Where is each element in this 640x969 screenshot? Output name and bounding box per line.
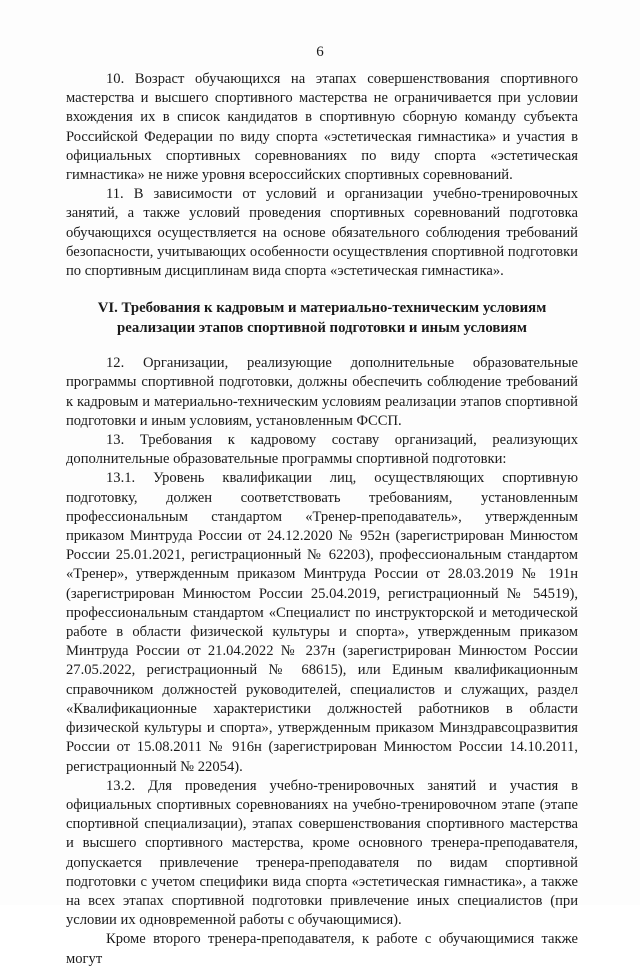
paragraph-continuation: Кроме второго тренера-преподавателя, к работе с обучающимися также могут [66, 931, 578, 967]
paragraph-12: 12. Организации, реализующие дополнительные образовательные программы спортивной подготовки, должны обеспечить соблюдение требований к кадровым и материально-техническим условиям реализации этапов спортивной подготовки и иным условиям, установленным ФССП. [66, 355, 578, 429]
section-heading-line-2: реализации этапов спортивной подготовки и иным условиям [117, 320, 527, 337]
paragraph-13-2: 13.2. Для проведения учебно-тренировочных занятий и участия в официальных спортивных соревнованиях на учебно-тренировочном этапе (этапе спортивной специализации), этапах совершенствования спортивного мастерства и высшего спортивного мастерства, кроме основного тренера-преподавателя, допускается привлечение тренера-преподавателя по видам спортивной подготовки с учетом специфики вида спорта «эстетическая гимнастика», а также на всех этапах спортивной подготовки привлечение иных специалистов (при условии их одновременной работы с обучающимися). [66, 777, 578, 929]
paragraph-10: 10. Возраст обучающихся на этапах совершенствования спортивного мастерства и высшего спортивного мастерства не ограничивается при условии вхождения их в список кандидатов в спортивную сборную команду субъекта Российской Федерации по виду спорта «эстетическая гимнастика» и участия в официальных спортивных соревнованиях по виду спорта «эстетическая гимнастика» не ниже уровня всероссийских спортивных соревнований. [66, 71, 578, 184]
section-heading [66, 298, 578, 338]
document-body [66, 70, 578, 969]
paragraph-13-1: 13.1. Уровень квалификации лиц, осуществляющих спортивную подготовку, должен соответствовать требованиям, установленным профессиональным стандартом «Тренер-преподаватель», утвержденным приказом Минтруда России от 24.12.2020 № 952н (зарегистрирован Минюстом России 25.01.2021, регистрационный № 62203), профессиональным стандартом «Тренер», утвержденным приказом Минтруда России от 28.03.2019 № 191н (зарегистрирован Минюстом России 25.04.2019, регистрационный № 54519), профессиональным стандартом «Специалист по инструкторской и методической работе в области физической культуры и спорта», утвержденным приказом Минтруда России от 21.04.2022 № 237н (зарегистрирован Минюстом России 27.05.2022, регистрационный № 68615), или Единым квалификационным справочником должностей руководителей, специалистов и служащих, раздел «Квалификационные характеристики должностей работников в области физической культуры и спорта», утвержденным приказом Минздравсоцразвития России от 15.08.2011 № 916н (зарегистрирован Минюстом России 14.10.2011, регистрационный № 22054). [66, 470, 578, 775]
paragraph-11: 11. В зависимости от условий и организации учебно-тренировочных занятий, а также условий проведения спортивных соревнований подготовка обучающихся осуществляется на основе обязательного соблюдения требований безопасности, учитывающих особенности осуществления спортивной подготовки по спортивным дисциплинам вида спорта «эстетическая гимнастика». [66, 186, 578, 280]
page-number: 6 [316, 44, 324, 60]
section-heading-line-1: VI. Требования к кадровым и материально-техническим условиям [97, 300, 547, 317]
paragraph-13: 13. Требования к кадровому составу организаций, реализующих дополнительные образовательные программы спортивной подготовки: [66, 432, 578, 468]
